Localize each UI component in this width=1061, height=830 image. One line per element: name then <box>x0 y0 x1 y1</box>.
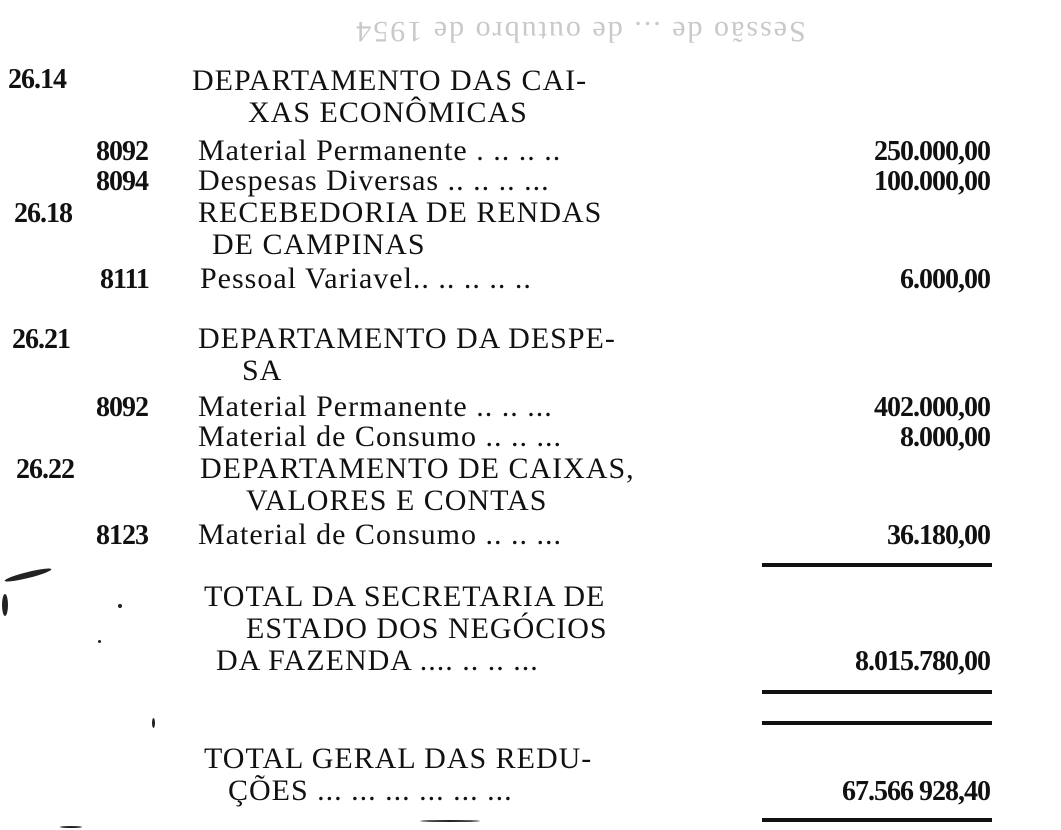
row-label: Despesas Diversas .. .. .. ... <box>198 164 550 197</box>
total-geral-line2: ÇÕES ... ... ... ... ... ... <box>228 774 513 807</box>
total-secretaria-line1: TOTAL DA SECRETARIA DE <box>204 580 606 613</box>
sum-rule <box>762 818 992 822</box>
row-amount: 36.180,00 <box>887 520 990 551</box>
row-label: DEPARTAMENTO DAS CAI- <box>192 64 588 97</box>
row-label-continued: XAS ECONÔMICAS <box>248 96 528 129</box>
row-amount: 8.000,00 <box>900 422 990 453</box>
page-header: Sessão de ... de outubro de 1954 <box>354 15 806 48</box>
row-code: 8092 <box>96 392 148 423</box>
row-label: Material Permanente .. .. ... <box>198 390 553 423</box>
sum-rule <box>762 721 992 725</box>
row-code: 8111 <box>100 264 149 295</box>
scan-artifact <box>60 826 82 828</box>
row-label-continued: DE CAMPINAS <box>212 228 426 261</box>
row-code: 26.14 <box>8 64 66 95</box>
row-code: 8094 <box>96 166 148 197</box>
row-amount: 100.000,00 <box>874 166 990 197</box>
row-label: DEPARTAMENTO DE CAIXAS, <box>200 452 635 485</box>
row-label: Material Permanente . .. .. .. <box>198 134 562 167</box>
sum-rule <box>762 690 992 694</box>
sum-rule <box>762 563 992 567</box>
row-code: 8092 <box>96 136 148 167</box>
total-geral-amount: 67.566 928,40 <box>842 776 990 807</box>
total-geral-line1: TOTAL GERAL DAS REDU- <box>204 742 593 775</box>
total-secretaria-amount: 8.015.780,00 <box>855 646 990 677</box>
row-amount: 402.000,00 <box>874 392 990 423</box>
total-secretaria-line2: ESTADO DOS NEGÓCIOS <box>246 612 608 645</box>
scan-artifact <box>118 604 122 608</box>
row-code: 26.22 <box>16 454 74 485</box>
row-label-continued: VALORES E CONTAS <box>246 484 548 517</box>
row-label: Material de Consumo .. .. ... <box>198 420 562 453</box>
row-label: Pessoal Variavel.. .. .. .. .. <box>200 262 532 295</box>
row-code: 26.18 <box>14 198 72 229</box>
scan-artifact <box>152 718 155 728</box>
row-label: DEPARTAMENTO DA DESPE- <box>198 322 616 355</box>
row-code: 26.21 <box>12 324 70 355</box>
row-label: RECEBEDORIA DE RENDAS <box>198 196 603 229</box>
row-amount: 6.000,00 <box>900 264 990 295</box>
row-label-continued: SA <box>242 354 283 387</box>
scan-artifact <box>4 566 52 583</box>
row-amount: 250.000,00 <box>874 136 990 167</box>
scan-artifact <box>420 820 480 822</box>
total-secretaria-line3: DA FAZENDA .... .. .. ... <box>216 644 539 677</box>
scan-artifact <box>2 594 8 616</box>
scan-artifact <box>98 640 101 643</box>
row-code: 8123 <box>96 520 148 551</box>
row-label: Material de Consumo .. .. ... <box>198 518 562 551</box>
